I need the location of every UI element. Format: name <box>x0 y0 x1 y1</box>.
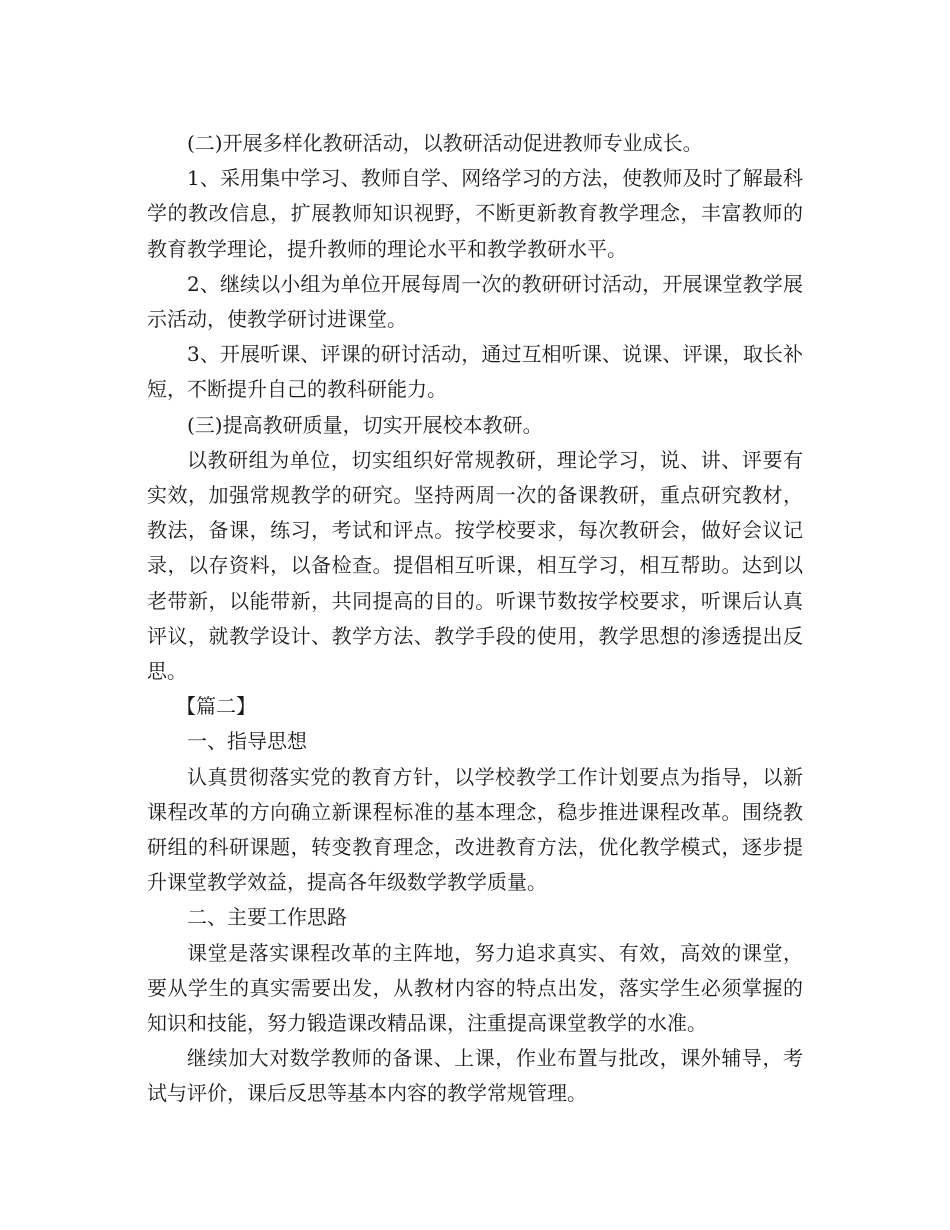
section-heading-2: (二)开展多样化教研活动，以教研活动促进教师专业成长。 <box>187 131 703 155</box>
body-paragraph: 继续加大对数学教师的备课、上课，作业布置与批改，课外辅导，考试与评价，课后反思等基本内容的教学常规管理。 <box>147 1046 803 1106</box>
section-heading-work-ideas: 二、主要工作思路 <box>187 905 347 930</box>
body-paragraph: 以教研组为单位，切实组织好常规教研，理论学习，说、讲、评要有实效，加强常规教学的研究。坚持两周一次的备课教研，重点研究教材，教法，备课，练习，考试和评点。按学校要求，每次教研会，做好会议记录，以存资料，以备检查。提倡相互听课，相互学习，相互帮助。达到以老带新，以能带新，共同提高的目的。听课节数按学校要求，听课后认真评议，就教学设计、教学方法、教学手段的使用，教学思想的渗透提出反思。 <box>147 447 803 684</box>
body-paragraph: 认真贯彻落实党的教育方针，以学校教学工作计划要点为指导，以新课程改革的方向确立新课程标准的基本理念，稳步推进课程改革。围绕教研组的科研课题，转变教育理念，改进教育方法，优化教学模式，逐步提升课堂教学效益，提高各年级数学教学质量。 <box>147 764 803 895</box>
body-paragraph: 课堂是落实课程改革的主阵地，努力追求真实、有效，高效的课堂，要从学生的真实需要出发，从教材内容的特点出发，落实学生必须掌握的知识和技能，努力锻造课改精品课，注重提高课堂教学的水准。 <box>147 940 803 1036</box>
section-heading-3: (三)提高教研质量，切实开展校本教研。 <box>187 412 543 437</box>
section-heading-guiding-thought: 一、指导思想 <box>187 729 307 754</box>
list-item-2: 2、继续以小组为单位开展每周一次的教研研讨活动，开展课堂教学展示活动，使教学研讨进课堂。 <box>147 271 803 332</box>
list-item-3: 3、开展听课、评课的研讨活动，通过互相听课、说课、评课，取长补短，不断提升自己的教科研能力。 <box>147 342 803 402</box>
chapter-heading: 【篇二】 <box>176 694 256 719</box>
list-item-1: 1、采用集中学习、教师自学、网络学习的方法，使教师及时了解最科学的教改信息，扩展教师知识视野，不断更新教育教学理念，丰富教师的教育教学理论，提升教师的理论水平和教学教研水平。 <box>147 166 803 261</box>
document-body <box>147 126 803 1112</box>
